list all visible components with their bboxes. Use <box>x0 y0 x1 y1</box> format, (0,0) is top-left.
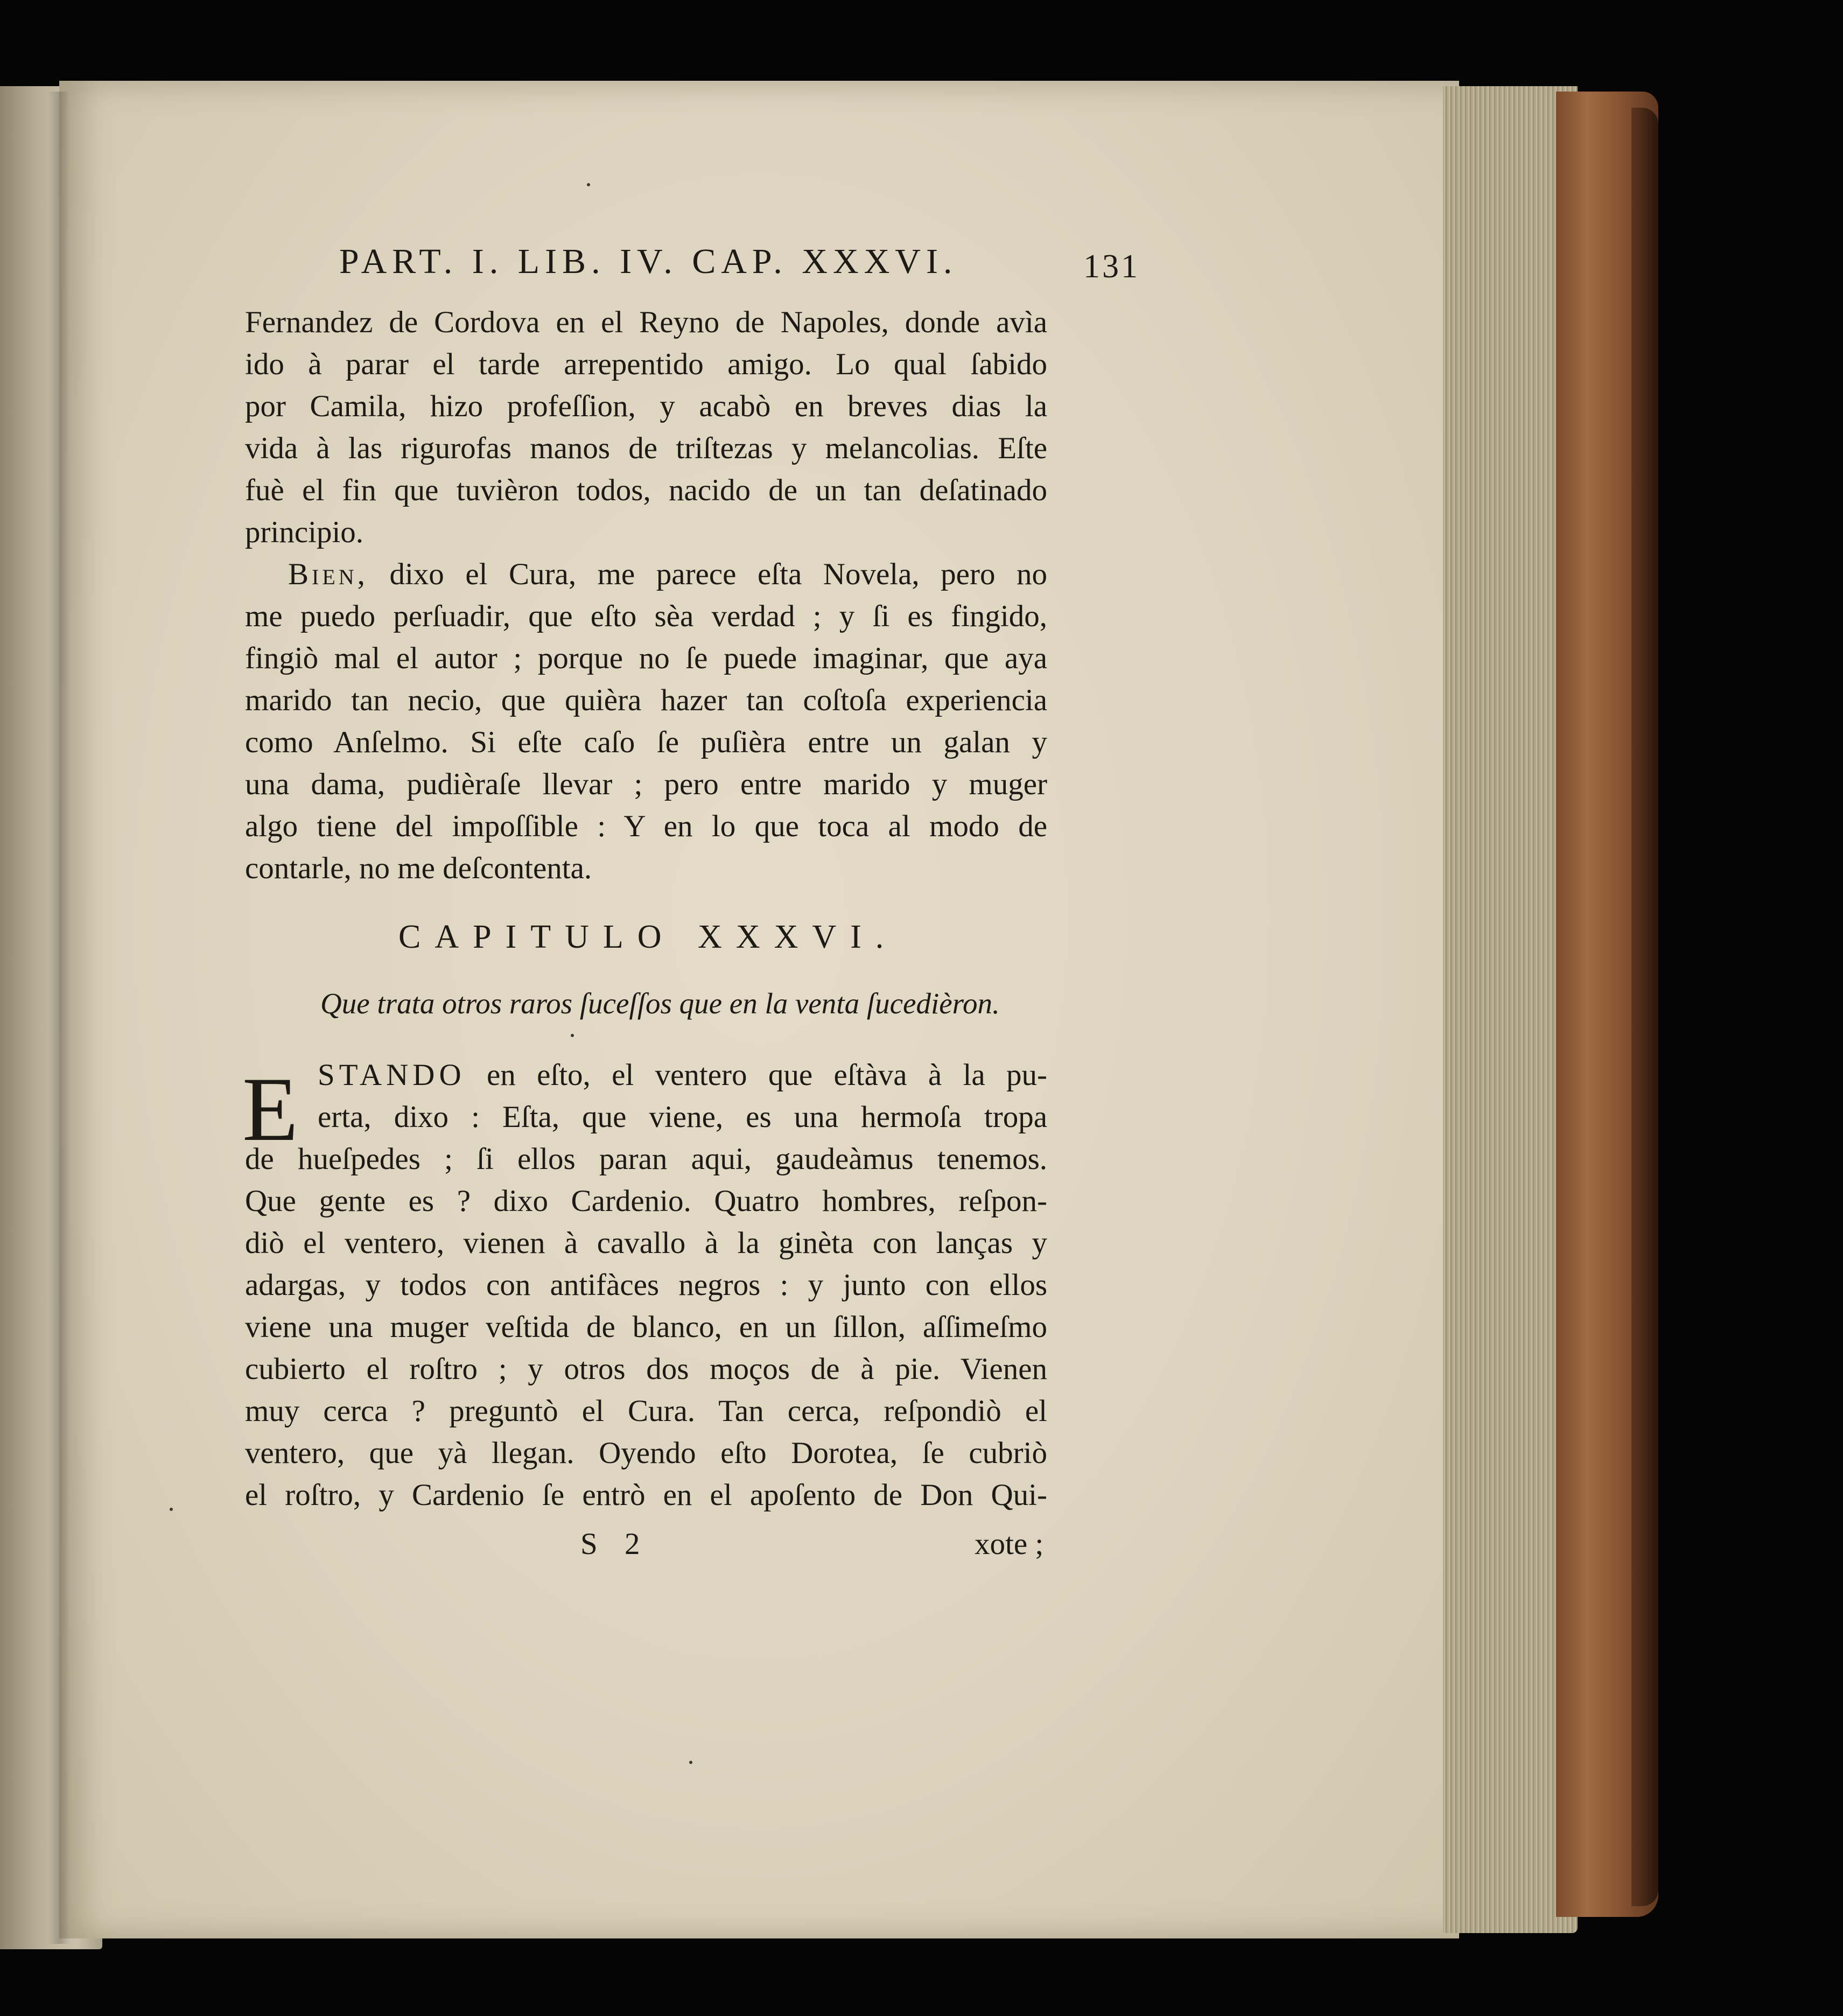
cover-edge <box>1631 108 1658 1906</box>
gutter-shadow <box>48 92 70 1944</box>
text-line: una dama, pudièraſe llevar ; pero entre marido y muger <box>245 767 1047 801</box>
text-line: por Camila, hizo profeſſion, y acabò en breves dias la <box>245 389 1047 423</box>
text-line: de hueſpedes ; ſi ellos paran aqui, gaudeàmus tenemos. <box>245 1142 1047 1176</box>
paper-speck <box>170 1508 173 1511</box>
text-line: viene una muger veſtida de blanco, en un ſillon, aſſimeſmo <box>245 1310 1047 1344</box>
text-line: fingiò mal el autor ; porque no ſe puede imaginar, que aya <box>245 641 1047 675</box>
text-line: vida à las rigurofas manos de triſtezas y melancolias. Eſte <box>245 431 1047 465</box>
page-number: 131 <box>1083 248 1140 285</box>
paper-speck <box>571 1034 574 1037</box>
text-line: ventero, que yà llegan. Oyendo eſto Dorotea, ſe cubriò <box>245 1436 1047 1470</box>
text-line: diò el ventero, vienen à cavallo à la ginèta con lanças y <box>245 1226 1047 1260</box>
text-line: fuè el fin que tuvièron todos, nacido de un tan deſatinado <box>245 473 1047 507</box>
text-line: adargas, y todos con antifàces negros : y junto con ellos <box>245 1268 1047 1302</box>
text-line: algo tiene del impoſſible : Y en lo que toca al modo de <box>245 809 1047 843</box>
text-line: el roſtro, y Cardenio ſe entrò en el apoſento de Don Qui- <box>245 1478 1047 1512</box>
running-head: PART. I. LIB. IV. CAP. XXXVI. <box>339 242 958 281</box>
lead-word: Bien, <box>288 557 368 591</box>
text-line: Fernandez de Cordova en el Reyno de Napoles, donde avìa <box>245 305 1047 339</box>
text-line: principio. <box>245 515 364 549</box>
drop-cap: E <box>242 1059 298 1160</box>
chapter-subtitle: Que trata otros raros ſuceſſos que en la venta ſucedièron. <box>320 987 1000 1020</box>
first-word: STANDO <box>318 1058 466 1092</box>
text-line-rest: dixo el Cura, me parece eſta Novela, pero no <box>389 557 1047 591</box>
text-line: me puedo perſuadir, que eſto sèa verdad ; y ſi es fingido, <box>245 599 1047 633</box>
catchword: xote ; <box>975 1527 1044 1561</box>
text-line: erta, dixo : Eſta, que viene, es una hermoſa tropa <box>318 1100 1047 1134</box>
text-line: como Anſelmo. Si eſte caſo ſe puſièra entre un galan y <box>245 725 1047 759</box>
text-line <box>288 559 1047 590</box>
text-line-rest: en eſto, el ventero que eſtàva à la pu- <box>486 1058 1047 1092</box>
text-line: muy cerca ? preguntò el Cura. Tan cerca, reſpondiò el <box>245 1394 1047 1428</box>
paper-speck <box>587 183 590 186</box>
text-line <box>318 1060 1047 1090</box>
text-line: cubierto el roſtro ; y otros dos moços de à pie. Vienen <box>245 1352 1047 1386</box>
chapter-title: CAPITULO XXXVI. <box>398 919 898 955</box>
signature-mark: S 2 <box>580 1527 650 1561</box>
text-line: contarle, no me deſcontenta. <box>245 851 592 885</box>
text-line: marido tan necio, que quièra hazer tan coſtoſa experiencia <box>245 683 1047 717</box>
text-line: Que gente es ? dixo Cardenio. Quatro hombres, reſpon- <box>245 1184 1047 1218</box>
paper-speck <box>689 1761 692 1764</box>
text-line: ido à parar el tarde arrepentido amigo. Lo qual ſabido <box>245 347 1047 381</box>
